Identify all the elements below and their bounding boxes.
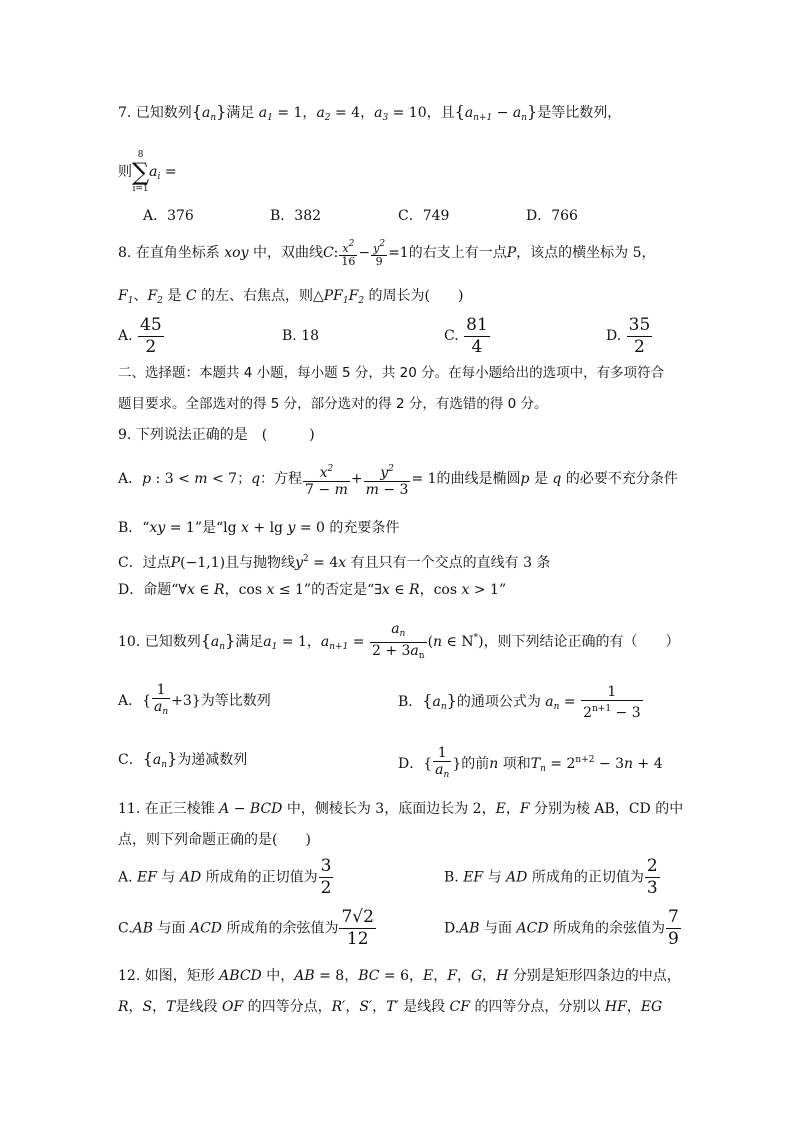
- option-label: C．: [118, 752, 143, 768]
- q11-text: 11. 在正三棱锥: [118, 801, 215, 817]
- sum-lower: i=1: [132, 184, 149, 194]
- math: $a_1$: [258, 105, 273, 123]
- numerator: 81: [466, 314, 488, 335]
- brace: }: [216, 102, 227, 121]
- option-label: B.: [444, 869, 459, 886]
- q7-option-d: D．766: [526, 208, 578, 224]
- fraction: $\frac{y^2}{9}$: [373, 239, 386, 268]
- option-label: D．命题“: [118, 582, 179, 598]
- q8-text: 、: [133, 288, 148, 304]
- q9-option-d: D．命题“∀x ∈ R，cos x ≤ 1”的否定是“∃x ∈ R，cos x > 1”: [118, 582, 507, 598]
- math: $F_1$: [118, 288, 134, 306]
- math: BC: [358, 968, 380, 984]
- math: OF: [221, 999, 244, 1015]
- q8-option-d: [606, 314, 653, 358]
- math: q: [251, 471, 261, 487]
- q9-stem: 9. 下列说法正确的是 ( ): [118, 427, 315, 443]
- fraction: $\frac{1}{2^{n+1} - 3}$: [583, 683, 641, 721]
- math: T: [166, 999, 176, 1015]
- q10-stem: 10. 已知数列$\{a_n\}$满足$a_1 = 1$，$a_{n+1}$ = $\frac{a_n}{2 + 3a_n}$ (n ∈ N*)，则下列结论正确的有（ ）: [118, 618, 680, 667]
- q7-text: 满足: [226, 105, 255, 121]
- math: x: [461, 582, 470, 598]
- q10-option-c: [118, 750, 247, 774]
- math: $a_n$: [152, 752, 168, 770]
- q7-number: 7.: [118, 105, 132, 121]
- option-label: D．: [398, 756, 424, 772]
- math: AB: [294, 968, 315, 984]
- q10-text: 项和: [502, 756, 531, 772]
- q8-option-a: [118, 314, 165, 358]
- q10-text: 的前: [461, 756, 490, 772]
- option-label: A.: [118, 869, 133, 886]
- q12-text: 是线段: [175, 999, 218, 1015]
- fraction: [138, 315, 164, 358]
- math: $a_n$: [202, 105, 217, 123]
- math: $a_2$: [316, 105, 331, 123]
- numerator: 35: [628, 314, 651, 335]
- q7-text: 是等比数列，: [537, 105, 622, 121]
- math: $a_n$: [545, 694, 560, 712]
- math: ACD: [516, 920, 549, 937]
- q8-text: ，该点的横坐标为 5，: [516, 245, 656, 261]
- q7-option-c: C．749: [398, 208, 450, 224]
- math: q: [552, 471, 562, 487]
- q10-text: 为递减数列: [177, 752, 248, 768]
- q10-text: 为等比数列: [200, 693, 271, 709]
- math: G: [470, 968, 483, 984]
- q11-stem-line2: 点，则下列命题正确的是( ): [118, 832, 311, 848]
- q11-option-d: [444, 907, 682, 950]
- q7-text: 则: [118, 164, 132, 180]
- math: AB: [459, 920, 480, 937]
- q10-text: 10. 已知数列: [118, 634, 201, 650]
- math: y: [295, 555, 303, 571]
- brace: }: [167, 749, 178, 768]
- math: A − BCD: [219, 801, 283, 817]
- option-label: A．: [118, 693, 143, 709]
- option-label: B．“: [118, 520, 150, 536]
- sum-upper: 8: [137, 150, 144, 160]
- q9-text: ；: [237, 471, 252, 487]
- brace: {: [422, 691, 433, 710]
- q12-stem-line1: 12. 如图，矩形 ABCD 中，AB = 8，BC = 6，E，F，G，H 分别是矩形四条边的中点，: [118, 968, 681, 984]
- q9-text: ”是“: [194, 520, 224, 536]
- math: n: [624, 756, 634, 772]
- denominator: 2: [634, 336, 645, 357]
- math: R′: [331, 999, 346, 1015]
- q9-text: 的必要不充分条件: [565, 471, 678, 487]
- q9-text: 且与抛物线: [225, 555, 296, 571]
- fraction: $\frac{1}{a_n}$: [154, 682, 169, 717]
- math: ACD: [189, 920, 223, 937]
- math: R: [409, 582, 420, 598]
- math: E: [495, 801, 506, 817]
- option-label: A．: [118, 471, 143, 487]
- math: p: [142, 471, 152, 487]
- brace: {: [191, 102, 202, 121]
- fraction: $\frac{a_n}{2 + 3a_n}$: [371, 620, 425, 661]
- q12-text: ，: [409, 968, 423, 984]
- math: EG: [640, 999, 663, 1015]
- option-label: C.: [444, 328, 459, 344]
- brace: {: [200, 631, 211, 650]
- q9-text: ”的否定是“: [303, 582, 375, 598]
- math: R: [118, 999, 129, 1015]
- q10-text: 满足: [235, 634, 264, 650]
- fraction: $\frac{3}{2}$: [320, 856, 332, 898]
- math: AB: [132, 920, 154, 937]
- denominator: 4: [471, 336, 483, 357]
- math: $a_{n+1}$: [320, 634, 349, 652]
- math: $a_3$: [374, 105, 389, 123]
- math: $a_n$: [432, 694, 447, 712]
- q8-text: 的右支上有一点: [408, 245, 507, 261]
- q7-stem: 7. 已知数列$\{a_n\}$满足 $a_1 = 1$，$a_2 = 4$，$a_3 = 10$，且$\{a_{n+1} - a_n\}$是等比数列，: [118, 102, 622, 123]
- q11-option-c: [118, 907, 377, 950]
- math: AD: [179, 869, 202, 886]
- math: xoy: [224, 245, 249, 261]
- q11-text: 所成角的余弦值为: [553, 920, 665, 937]
- math: $PF_1F_2$: [323, 288, 365, 306]
- q11-text: 所成角的正切值为: [205, 869, 318, 886]
- brace: }: [527, 102, 538, 121]
- math: n: [489, 756, 499, 772]
- brace: }: [225, 631, 236, 650]
- q8-text: 中，双曲线: [252, 245, 323, 261]
- q9-text: ，: [419, 582, 434, 598]
- option-label: D.: [606, 328, 622, 344]
- math: CF: [449, 999, 470, 1015]
- math: C: [185, 288, 197, 304]
- q11-text: 与: [161, 869, 176, 886]
- option-label: C．过点: [118, 555, 171, 571]
- fraction: $\frac{x^2}{7 - m}$: [303, 461, 350, 498]
- math: x: [338, 555, 347, 571]
- q12-text: 的四等分点，: [247, 999, 332, 1015]
- q10-option-a: A．{ $\frac{1}{a_n}$ +3}为等比数列: [118, 680, 271, 722]
- q9-option-c: C．过点P(−1,1)且与抛物线$y^2 = 4x$ 有且只有一个交点的直线有 3 条: [118, 554, 551, 571]
- q11-text: 所成角的正切值为: [531, 869, 644, 886]
- math: E: [423, 968, 434, 984]
- math: xy: [149, 520, 166, 536]
- option-label: A.: [118, 328, 133, 344]
- brace: {: [142, 749, 153, 768]
- q10-text: 的通项公式为: [456, 694, 541, 710]
- q12-text: 的四等分点，分别以: [474, 999, 601, 1015]
- math: R: [214, 582, 225, 598]
- q11-text: 中，侧棱长为 3，底面边长为 2，: [286, 801, 496, 817]
- math: H: [496, 968, 509, 984]
- q11-stem-line1: 11. 在正三棱锥 A − BCD 中，侧棱长为 3，底面边长为 2，E，F 分别为棱 AB，CD 的中: [118, 801, 684, 817]
- math: S′: [359, 999, 373, 1015]
- q10-option-b: B．$\{a_n\}$的通项公式为 $a_n$ = $\frac{1}{2^{n+1} - 3}$: [398, 683, 641, 721]
- math: $T_n$: [530, 756, 546, 774]
- q8-option-c: [444, 314, 491, 358]
- math: AD: [506, 869, 528, 886]
- fraction: [464, 315, 490, 358]
- q8-text: 是: [167, 288, 182, 304]
- math: T′: [386, 999, 399, 1015]
- q9-text: ：方程: [260, 471, 303, 487]
- math: $a_{n+1} - a_n$: [464, 105, 528, 123]
- q9-text: 的曲线是椭圆: [436, 471, 521, 487]
- math: x: [381, 582, 390, 598]
- q7-option-b: B．382: [270, 208, 322, 224]
- q9-text: ”: [498, 582, 507, 598]
- math: F: [519, 801, 530, 817]
- q7-text: ，且: [426, 105, 455, 121]
- q8-option-b: B. 18: [282, 328, 320, 344]
- q7-sum: [118, 150, 177, 197]
- q12-text: 分别是矩形四条边的中点，: [512, 968, 681, 984]
- section-2-line2: 题目要求。全部选对的得 5 分，部分选对的得 2 分，有选错的得 0 分。: [118, 396, 548, 412]
- q12-stem-line2: R，S，T是线段 OF 的四等分点，R′，S′，T′ 是线段 CF 的四等分点，分别以 HF，EG: [118, 999, 663, 1015]
- q11-text: 与: [487, 869, 502, 886]
- math: x: [241, 520, 249, 536]
- q12-text: ，: [626, 999, 641, 1015]
- math: HF: [604, 999, 627, 1015]
- math: $a_n$: [210, 634, 226, 652]
- section-2-line1: 二、选择题：本题共 4 小题，每小题 5 分，共 20 分。在每小题给出的选项中，有多项符合: [118, 365, 665, 381]
- math: $F_2$: [147, 288, 163, 306]
- math: EF: [137, 869, 157, 886]
- q8-stem-line2: [118, 287, 463, 310]
- q10-text: ，: [306, 634, 321, 650]
- q9-text: ，: [224, 582, 239, 598]
- math: n: [433, 634, 443, 650]
- q10-text: ，则下列结论正确的有（ ）: [483, 634, 680, 650]
- q9-option-a: A．p : 3 < m < 7；q：方程 $\frac{x^2}{7 - m}$ + $\frac{y^2}{m - 3}$ = 1的曲线是椭圆p 是 q 的必要不充分条件: [118, 458, 678, 500]
- numerator: 45: [140, 314, 162, 335]
- q7-text: =: [164, 164, 177, 180]
- q11-text: 与面: [484, 920, 513, 937]
- q9-text: 是: [533, 471, 548, 487]
- fraction: $\frac{y^2}{m - 3}$: [364, 461, 411, 498]
- q12-text: ，: [344, 968, 359, 984]
- q12-text: 中，: [266, 968, 295, 984]
- fraction: $\frac{2}{3}$: [646, 856, 658, 898]
- option-label: D.: [444, 920, 460, 937]
- math: p: [520, 471, 530, 487]
- denominator: 2: [145, 336, 157, 357]
- q9-text: 的充要条件: [329, 520, 400, 536]
- sigma-symbol: 8 ∑ i=1: [132, 150, 150, 194]
- q11-option-a: [118, 856, 334, 899]
- q8-text: 8. 在直角坐标系: [118, 245, 220, 261]
- math: EF: [463, 869, 484, 886]
- brace: {: [454, 102, 465, 121]
- math: $a_i$: [149, 164, 161, 182]
- q8-text: 的左、右焦点，则△: [200, 288, 324, 304]
- math: C: [322, 245, 334, 261]
- q11-text: 分别为棱 AB，CD 的中: [533, 801, 684, 817]
- math: F: [447, 968, 457, 984]
- fraction: $\frac{1}{a_n}$: [435, 745, 450, 780]
- brace: }: [446, 691, 457, 710]
- math: P: [170, 555, 181, 571]
- q8-text: 的周长为( ): [368, 288, 464, 304]
- math: P: [506, 245, 517, 261]
- fraction: [627, 315, 653, 358]
- q12-text: 是线段: [403, 999, 446, 1015]
- q11-option-b: [444, 856, 661, 899]
- math: $a_1$: [263, 634, 278, 652]
- fraction: $\frac{x^2}{16}$: [341, 239, 356, 268]
- q10-option-d: D．{ $\frac{1}{a_n}$ }的前n 项和$T_n = 2^{n+2} - 3n + 4$: [398, 739, 663, 790]
- math: y: [287, 520, 296, 536]
- option-label: C.: [118, 920, 133, 937]
- q8-stem-line1: 8. 在直角坐标系 xoy 中，双曲线C: $\frac{x^2}{16}$ − $\frac{y^2}{9}$ =1的右支上有一点P，该点的横坐标为 5，: [118, 239, 656, 268]
- math: ABCD: [219, 968, 262, 984]
- math: x: [186, 582, 195, 598]
- q9-option-b: B．“xy = 1”是“lg x + lg y = 0 的充要条件: [118, 520, 400, 536]
- q7-option-a: A．376: [143, 208, 194, 224]
- q11-text: 与面: [157, 920, 186, 937]
- math: x: [266, 582, 275, 598]
- math: m: [194, 471, 208, 487]
- q7-text: 已知数列: [135, 105, 192, 121]
- q12-text: 12. 如图，矩形: [118, 968, 215, 984]
- fraction: $\frac{7}{9}$: [668, 907, 679, 949]
- q9-text: 有且只有一个交点的直线有 3 条: [350, 555, 551, 571]
- math: S: [142, 999, 153, 1015]
- fraction: $\frac{7√2}{12}$: [341, 907, 374, 949]
- q11-text: 所成角的余弦值为: [226, 920, 339, 937]
- option-label: B．: [398, 694, 423, 710]
